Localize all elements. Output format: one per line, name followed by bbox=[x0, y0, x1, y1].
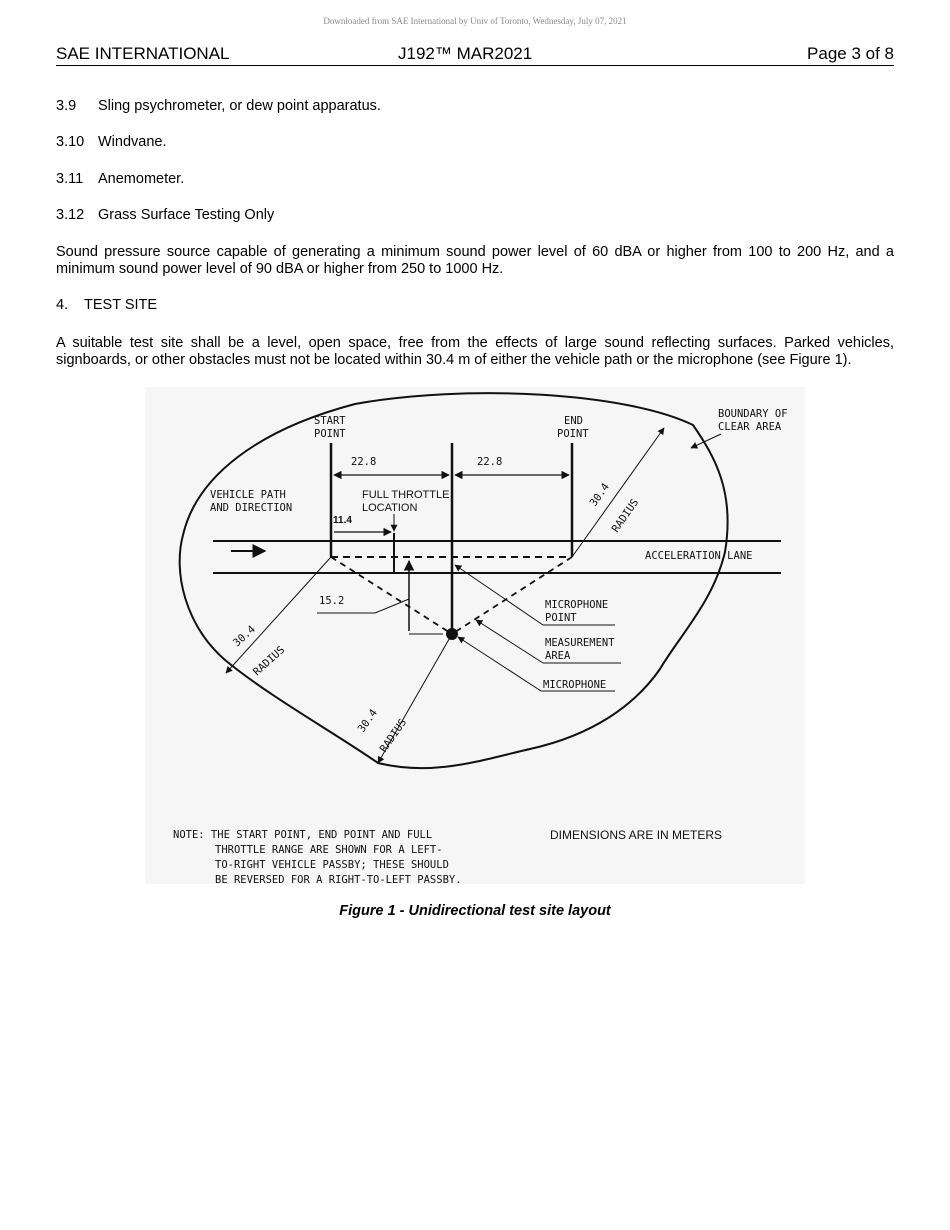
microphone-point-label: MICROPHONE bbox=[545, 599, 609, 611]
paragraph-sound-source: Sound pressure source capable of generating a minimum sound power level of 60 dBA or higher from 100 to 200 Hz, and a minimum sound power level of 90 dBA or higher from 250 to 1000 Hz. bbox=[56, 244, 894, 277]
figure-caption: Figure 1 - Unidirectional test site layout bbox=[339, 903, 611, 919]
list-item bbox=[56, 98, 381, 114]
section-heading bbox=[56, 297, 157, 313]
acceleration-lane-label: ACCELERATION LANE bbox=[645, 550, 753, 562]
microphone-leader bbox=[458, 637, 541, 691]
page-header bbox=[56, 43, 894, 66]
end-point-label: END bbox=[564, 415, 583, 427]
note-line: NOTE: THE START POINT, END POINT AND FULL bbox=[173, 829, 433, 841]
dimensions-note: DIMENSIONS ARE IN METERS bbox=[550, 828, 723, 842]
radius-value-end: 30.4 bbox=[587, 481, 612, 509]
item-text: Sling psychrometer, or dew point apparatus. bbox=[98, 98, 381, 114]
radius-line-end bbox=[572, 428, 664, 557]
item-number: 3.9 bbox=[56, 98, 77, 114]
section-title: TEST SITE bbox=[84, 297, 158, 313]
header-document-id: J192™ MAR2021 bbox=[398, 44, 533, 63]
offset-leader-line bbox=[375, 599, 409, 613]
list-item bbox=[56, 171, 184, 187]
start-point-label: START bbox=[314, 415, 346, 427]
item-number: 3.11 bbox=[56, 171, 84, 187]
item-text: Grass Surface Testing Only bbox=[98, 207, 275, 223]
end-point-label: POINT bbox=[557, 428, 589, 440]
list-item bbox=[56, 134, 167, 150]
test-site-diagram bbox=[145, 387, 805, 884]
radius-word-microphone: RADIUS bbox=[377, 716, 410, 755]
note-line: THROTTLE RANGE ARE SHOWN FOR A LEFT- bbox=[215, 844, 443, 856]
radius-value-start: 30.4 bbox=[230, 623, 258, 650]
measurement-area-label: AREA bbox=[545, 650, 571, 662]
item-text: Anemometer. bbox=[98, 171, 185, 187]
measurement-area-leader bbox=[476, 620, 543, 663]
radius-word-start: RADIUS bbox=[250, 643, 288, 679]
vehicle-path-label: VEHICLE PATH bbox=[210, 489, 286, 501]
vehicle-path-label: AND DIRECTION bbox=[210, 502, 293, 514]
measurement-area-label: MEASUREMENT bbox=[545, 637, 615, 649]
dimension-label-left: 22.8 bbox=[351, 456, 377, 468]
note-line: TO-RIGHT VEHICLE PASSBY; THESE SHOULD bbox=[215, 859, 449, 871]
boundary-label: CLEAR AREA bbox=[718, 421, 782, 433]
section-number: 4. bbox=[56, 297, 69, 313]
note-line: BE REVERSED FOR A RIGHT-TO-LEFT PASSBY. bbox=[215, 874, 462, 884]
paragraph-test-site: A suitable test site shall be a level, open space, free from the effects of large sound reflecting surfaces. Parked vehicles, signboards, or other obstacles must not be located within 30.4 m of either the vehicle path or the microphone (see Figure 1). bbox=[56, 335, 894, 368]
start-point-label: POINT bbox=[314, 428, 346, 440]
full-throttle-label: FULL THROTTLE bbox=[362, 489, 450, 501]
item-text: Windvane. bbox=[98, 134, 167, 150]
clear-area-boundary bbox=[180, 393, 728, 768]
dimension-label-right: 22.8 bbox=[477, 456, 503, 468]
microphone-label: MICROPHONE bbox=[543, 679, 607, 691]
dimension-label-small: 11.4 bbox=[333, 515, 352, 526]
item-number: 3.12 bbox=[56, 207, 85, 223]
offset-label: 15.2 bbox=[319, 595, 345, 607]
microphone-point-label: POINT bbox=[545, 612, 577, 624]
radius-word-end: RADIUS bbox=[609, 496, 642, 535]
item-number: 3.10 bbox=[56, 134, 85, 150]
full-throttle-label: LOCATION bbox=[362, 502, 418, 514]
measurement-area-left-edge bbox=[331, 557, 452, 634]
boundary-label: BOUNDARY OF bbox=[718, 408, 788, 420]
list-item bbox=[56, 207, 274, 223]
header-page-number: Page 3 of 8 bbox=[807, 44, 894, 63]
header-organization: SAE INTERNATIONAL bbox=[56, 44, 230, 63]
radius-value-microphone: 30.4 bbox=[355, 707, 380, 735]
download-watermark: Downloaded from SAE International by Univ of Toronto, Wednesday, July 07, 2021 bbox=[323, 16, 627, 26]
test-site-figure bbox=[145, 387, 805, 884]
